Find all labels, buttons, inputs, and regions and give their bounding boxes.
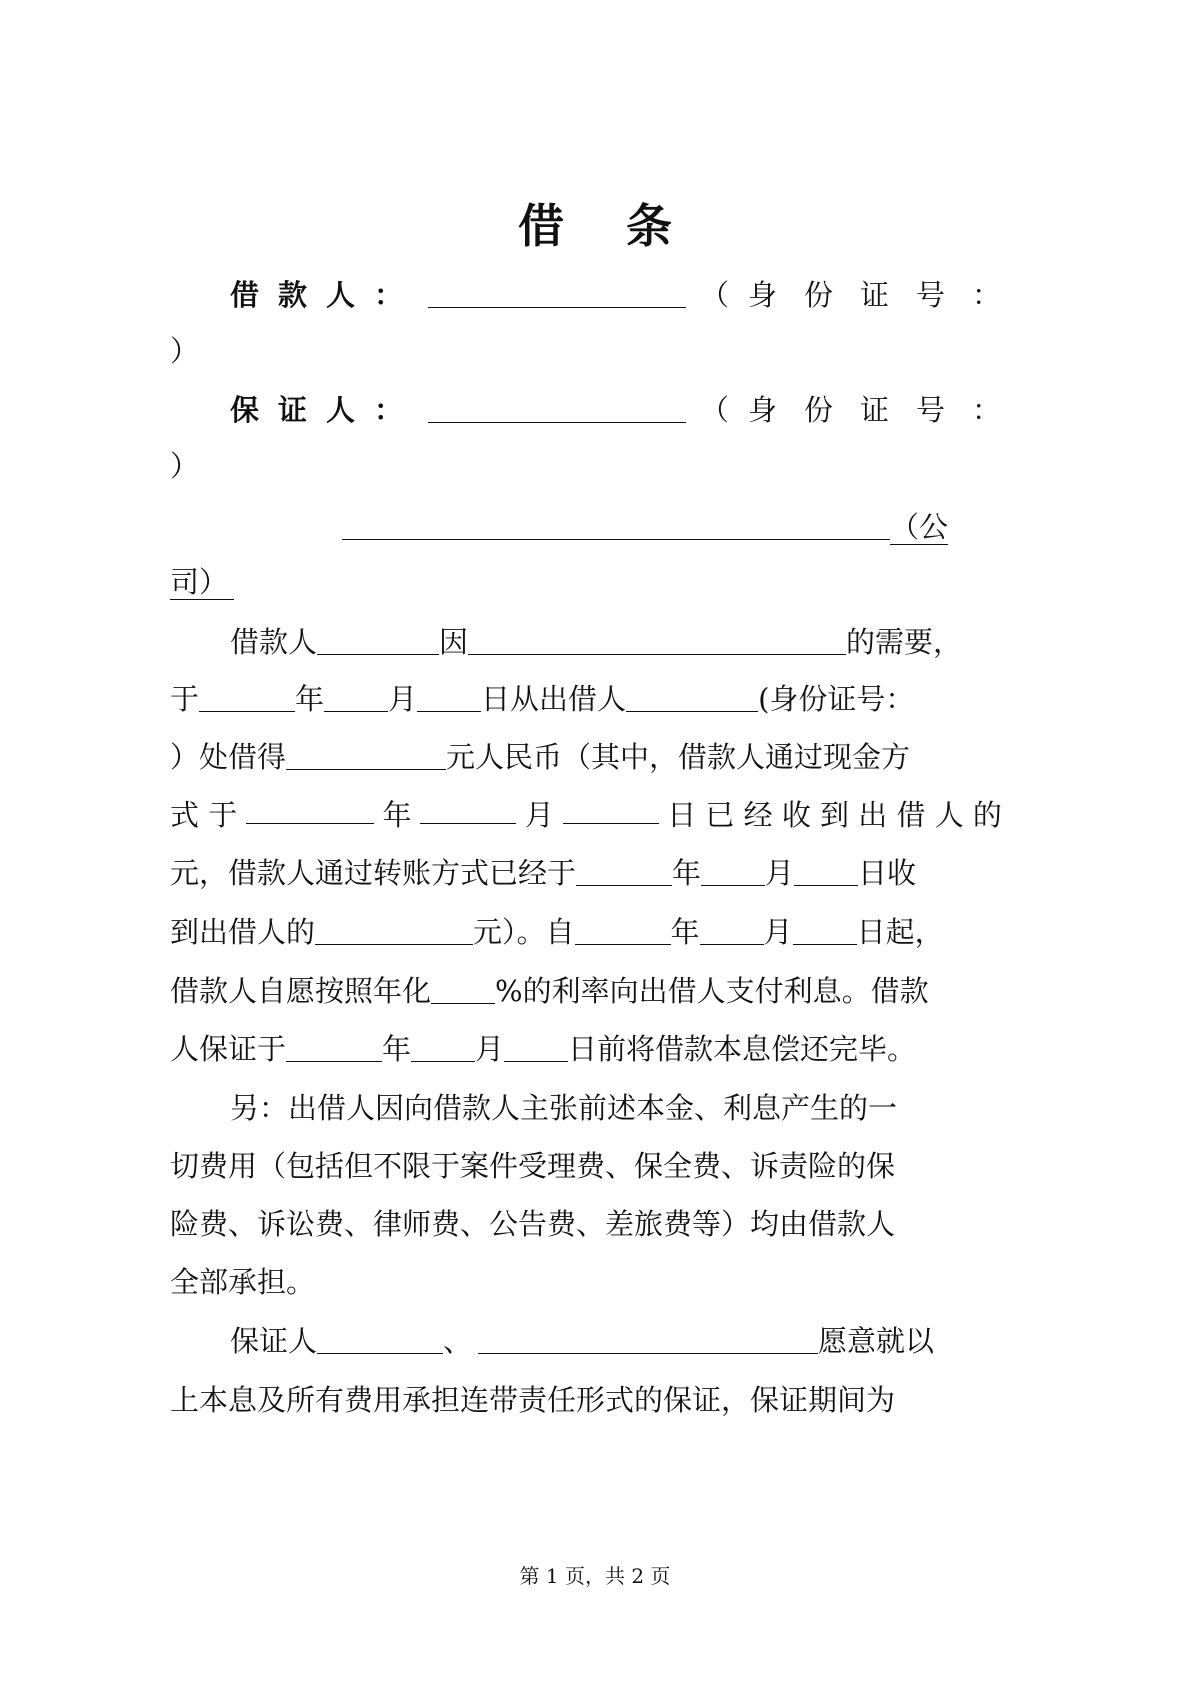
page-footer: 第 1 页，共 2 页 xyxy=(519,1564,671,1588)
guarantor-line xyxy=(230,388,1028,432)
text-segment: (身份证号： xyxy=(758,682,915,716)
company-line-cont xyxy=(170,560,234,604)
guarantor-blank-2[interactable] xyxy=(478,1323,818,1354)
text-segment: 日起， xyxy=(856,915,944,949)
text-segment: 于 xyxy=(170,682,200,716)
text-segment: 因 xyxy=(439,625,469,659)
title-char-2: 条 xyxy=(626,199,672,253)
transfer-day-blank[interactable] xyxy=(794,855,858,886)
guarantee-line-1 xyxy=(230,1319,934,1363)
text-segment: 年 xyxy=(382,798,412,832)
repay-year-blank[interactable] xyxy=(286,1031,382,1062)
borrower-id-label: 身份证号： xyxy=(748,278,1029,312)
year-blank[interactable] xyxy=(199,681,295,712)
month-blank[interactable] xyxy=(324,681,388,712)
text-segment: 月 xyxy=(765,856,795,890)
guarantor-label: 保证人： xyxy=(230,393,423,427)
text-segment: 元）。自 xyxy=(473,915,575,949)
text-segment: 保证人 xyxy=(230,1324,318,1358)
repay-day-blank[interactable] xyxy=(504,1031,568,1062)
borrower-line-close: ） xyxy=(170,334,200,368)
text-segment: 、 xyxy=(443,1324,473,1358)
text-segment: ）处借得 xyxy=(170,740,287,774)
borrower-label: 借款人： xyxy=(230,278,423,312)
text-segment: 年 xyxy=(672,856,702,890)
text-segment: 月 xyxy=(388,682,418,716)
interest-month-blank[interactable] xyxy=(700,914,764,945)
text-segment: 月 xyxy=(763,915,793,949)
cash-month-blank[interactable] xyxy=(420,793,516,824)
day-blank[interactable] xyxy=(417,681,481,712)
text-segment: 年 xyxy=(382,1032,412,1066)
guarantor-name-blank[interactable] xyxy=(428,392,686,423)
rate-blank[interactable] xyxy=(431,973,495,1004)
text-segment: 日从出借人 xyxy=(481,682,627,716)
text-segment: 元，借款人通过转账方式已经于 xyxy=(170,856,577,890)
text-segment: 月 xyxy=(475,1032,505,1066)
transfer-amount-blank[interactable] xyxy=(315,914,473,945)
loan-para-line-4 xyxy=(170,793,1002,837)
interest-day-blank[interactable] xyxy=(793,914,857,945)
text-segment: 借款人自愿按照年化 xyxy=(170,974,432,1008)
company-suffix: （公 xyxy=(890,510,949,544)
loan-para-line-5 xyxy=(170,851,916,895)
guarantor-line-close: ） xyxy=(170,449,200,483)
text-segment: 到出借人的 xyxy=(170,915,316,949)
company-suffix-cont: 司） xyxy=(170,565,234,600)
borrower-id-open: （ xyxy=(700,278,749,312)
borrower-line xyxy=(230,273,1028,317)
amount-blank[interactable] xyxy=(286,739,446,770)
transfer-year-blank[interactable] xyxy=(576,855,672,886)
loan-para-line-2 xyxy=(170,677,914,721)
text-segment: 元人民币（其中，借款人通过现金方 xyxy=(446,740,911,774)
repay-month-blank[interactable] xyxy=(411,1031,475,1062)
loan-para-line-6 xyxy=(170,910,944,954)
text-segment: 借款人 xyxy=(230,625,318,659)
text-segment: 日 已 经 收 到 出 借 人 的 xyxy=(667,798,1002,832)
interest-year-blank[interactable] xyxy=(575,914,671,945)
borrower-name-blank[interactable] xyxy=(428,277,686,308)
text-segment: 人保证于 xyxy=(170,1032,287,1066)
loan-para-line-1 xyxy=(230,620,962,664)
loan-para-line-8 xyxy=(170,1027,916,1071)
company-line xyxy=(342,505,948,549)
fees-line-1: 另：出借人因向借款人主张前述本金、利息产生的一 xyxy=(230,1091,898,1125)
text-segment: 式 于 xyxy=(170,798,238,832)
fees-line-3: 险费、诉讼费、律师费、公告费、差旅费等）均由借款人 xyxy=(170,1207,896,1241)
text-segment: %的利率向出借人支付利息。借款 xyxy=(495,974,929,1008)
text-segment: 的需要， xyxy=(846,625,963,659)
fees-line-2: 切费用（包括但不限于案件受理费、保全费、诉责险的保 xyxy=(170,1149,896,1183)
company-name-blank[interactable] xyxy=(342,509,890,540)
text-segment: 年 xyxy=(295,682,325,716)
guarantor-id-label: 身份证号： xyxy=(748,393,1029,427)
cash-day-blank[interactable] xyxy=(563,793,659,824)
guarantor-blank-1[interactable] xyxy=(317,1323,443,1354)
borrower-blank[interactable] xyxy=(317,624,439,655)
guarantor-id-open: （ xyxy=(700,393,749,427)
purpose-blank[interactable] xyxy=(468,624,846,655)
text-segment: 日收 xyxy=(858,856,917,890)
guarantee-line-2: 上本息及所有费用承担连带责任形式的保证，保证期间为 xyxy=(170,1383,896,1417)
fees-line-4: 全部承担。 xyxy=(170,1265,316,1299)
text-segment: 日前将借款本息偿还完毕。 xyxy=(568,1032,917,1066)
loan-para-line-7 xyxy=(170,969,929,1013)
text-segment: 愿意就以 xyxy=(818,1324,935,1358)
cash-year-blank[interactable] xyxy=(246,793,374,824)
document-title xyxy=(0,196,1190,256)
text-segment: 年 xyxy=(670,915,700,949)
lender-blank[interactable] xyxy=(626,681,758,712)
transfer-month-blank[interactable] xyxy=(701,855,765,886)
text-segment: 月 xyxy=(524,798,554,832)
title-char-1: 借 xyxy=(518,199,564,253)
loan-para-line-3 xyxy=(170,735,910,779)
